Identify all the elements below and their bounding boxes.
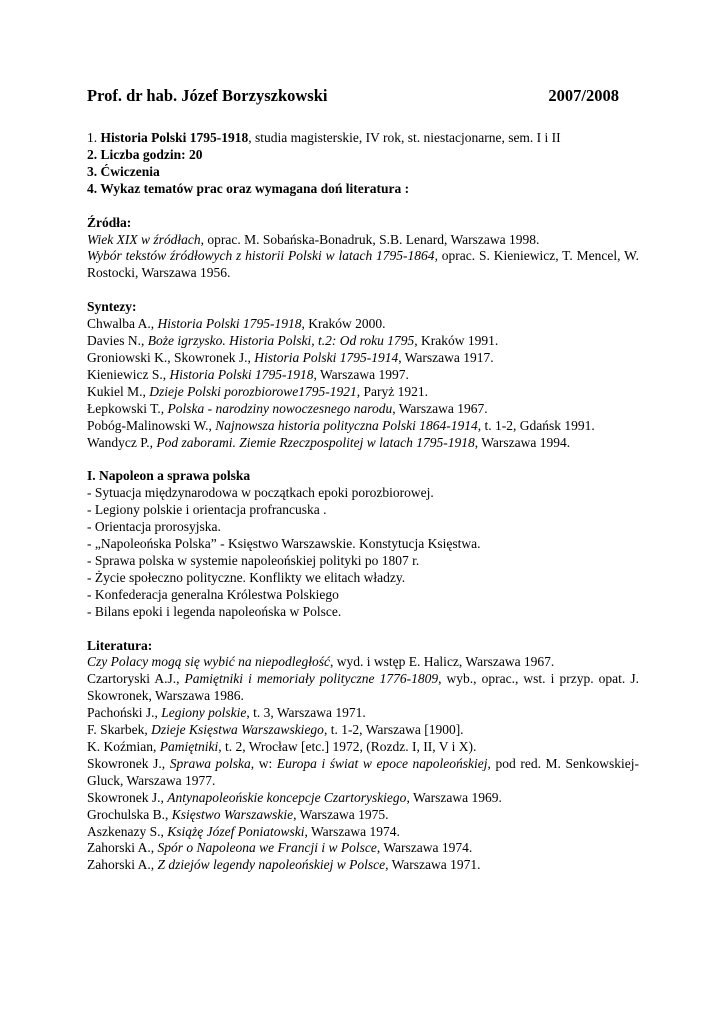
ref-author: Grochulska B., xyxy=(87,806,172,822)
document-page xyxy=(87,86,639,891)
topic-item: - Życie społeczno polityczne. Konflikty we elitach władzy. xyxy=(87,569,406,585)
ref-title: Historia Polski 1795-1918 xyxy=(157,316,302,332)
literature-item xyxy=(87,705,639,722)
topic-item: - Bilans epoki i legenda napoleońska w Polsce. xyxy=(87,603,342,619)
syntheses-list xyxy=(87,316,639,451)
source-details: , oprac. M. Sobańska-Bonadruk, S.B. Lenard, Warszawa 1998. xyxy=(200,231,540,247)
ref-details: , Warszawa 1967. xyxy=(392,400,488,416)
document-header xyxy=(87,86,639,106)
ref-title: Spór o Napoleona we Francji i w Polsce xyxy=(157,840,377,856)
ref-details: , Paryż 1921. xyxy=(356,383,428,399)
ref-title: Antynapoleońskie koncepcje Czartoryskiego xyxy=(167,789,407,805)
synthesis-item xyxy=(87,418,639,435)
ref-author: Zahorski A., xyxy=(87,857,158,873)
literature-item xyxy=(87,722,639,739)
literature-item xyxy=(87,857,639,874)
topic-item: - Legiony polskie i orientacja profrancuska . xyxy=(87,502,327,518)
synthesis-item xyxy=(87,350,639,367)
sources-heading: Źródła: xyxy=(87,214,132,230)
ref-details: , t. 1-2, Warszawa [1900]. xyxy=(323,722,464,738)
topic-item: - Sytuacja międzynarodowa w początkach epoki porozbiorowej. xyxy=(87,485,434,501)
ref-details: , Warszawa 1917. xyxy=(398,349,494,365)
ref-author: Groniowski K., Skowronek J., xyxy=(87,349,255,365)
ref-title: Pamiętniki i memoriały polityczne 1776-1809 xyxy=(184,671,439,687)
syntheses-heading: Syntezy: xyxy=(87,299,137,315)
ref-author: Łepkowski T., xyxy=(87,400,168,416)
course-topics-heading: 4. Wykaz tematów prac oraz wymagana doń literatura : xyxy=(87,180,410,196)
course-title: Historia Polski 1795-1918 xyxy=(100,130,249,145)
literature-item xyxy=(87,840,639,857)
literature-section xyxy=(87,638,639,875)
ref-title-secondary: Europa i świat w epoce napoleońskiej xyxy=(276,755,488,771)
source-item xyxy=(87,248,639,282)
ref-details: , Warszawa 1994. xyxy=(474,434,571,450)
ref-author: Pobóg-Malinowski W., xyxy=(87,417,216,433)
ref-author: K. Koźmian, xyxy=(87,739,160,754)
literature-list xyxy=(87,654,639,874)
ref-title: Legiony polskie xyxy=(161,705,247,721)
ref-author: Kieniewicz S., xyxy=(87,366,170,382)
course-details: , studia magisterskie, IV rok, st. niestacjonarne, sem. I i II xyxy=(248,130,561,145)
literature-item xyxy=(87,654,639,671)
synthesis-item xyxy=(87,367,639,384)
course-number: 1. xyxy=(87,130,101,145)
source-details: , oprac. S. Kieniewicz, T. Mencel, W. Rostocki, Warszawa 1956. xyxy=(87,248,639,281)
literature-item xyxy=(87,756,639,790)
ref-title: Polska - narodziny nowoczesnego narodu xyxy=(167,400,393,416)
ref-details: , Warszawa 1969. xyxy=(406,789,502,805)
ref-author: Skowronek J., xyxy=(87,755,170,771)
ref-details: , Kraków 2000. xyxy=(301,316,386,332)
ref-author: Czartoryski A.J., xyxy=(87,671,185,687)
sources-section xyxy=(87,215,639,283)
source-item xyxy=(87,232,639,249)
ref-title: Sprawa polska xyxy=(169,755,251,771)
literature-heading: Literatura: xyxy=(87,637,153,653)
source-title: Wybór tekstów źródłowych z historii Polski w latach 1795-1864 xyxy=(87,248,435,264)
topic-section xyxy=(87,468,639,620)
ref-title: Czy Polacy mogą się wybić na niepodległość xyxy=(87,654,330,670)
ref-author: F. Skarbek, xyxy=(87,722,152,738)
course-type: 3. Ćwiczenia xyxy=(87,163,160,179)
topic-item: - Orientacja prorosyjska. xyxy=(87,519,221,535)
ref-title: Historia Polski 1795-1918 xyxy=(169,366,314,382)
literature-item xyxy=(87,671,639,705)
ref-details: , pod red. M. Senkowskiej-Gluck, Warszawa 1977. xyxy=(87,755,640,788)
ref-details: , Warszawa 1974. xyxy=(304,823,400,839)
ref-title: Historia Polski 1795-1914 xyxy=(254,349,399,365)
course-hours: 2. Liczba godzin: 20 xyxy=(87,146,203,162)
ref-title: Dzieje Księstwa Warszawskiego xyxy=(151,722,324,738)
ref-details: , t. 3, Warszawa 1971. xyxy=(246,705,366,721)
topic-list xyxy=(87,485,639,620)
ref-details: , wyd. i wstęp E. Halicz, Warszawa 1967. xyxy=(329,654,555,670)
ref-author: Pachoński J., xyxy=(87,705,162,721)
ref-title: Pod zaborami. Ziemie Rzeczpospolitej w latach 1795-1918 xyxy=(156,434,475,450)
topic-heading: I. Napoleon a sprawa polska xyxy=(87,468,251,484)
synthesis-item xyxy=(87,316,639,333)
ref-details: , Warszawa 1974. xyxy=(376,840,473,856)
ref-author: Skowronek J., xyxy=(87,789,168,805)
ref-details: , Warszawa 1971. xyxy=(385,857,481,873)
literature-item xyxy=(87,824,639,841)
literature-item xyxy=(87,739,639,756)
ref-author: Aszkenazy S., xyxy=(87,823,168,839)
synthesis-item xyxy=(87,384,639,401)
ref-title: Pamiętniki xyxy=(159,739,219,754)
ref-details: , t. 2, Wrocław [etc.] 1972, (Rozdz. I, II, V i X). xyxy=(218,739,477,754)
topic-item: - „Napoleońska Polska” - Księstwo Warszawskie. Konstytucja Księstwa. xyxy=(87,536,481,552)
synthesis-item xyxy=(87,333,639,350)
topic-item: - Konfederacja generalna Królestwa Polskiego xyxy=(87,586,339,602)
author-name: Prof. dr hab. Józef Borzyszkowski xyxy=(87,86,328,105)
source-title: Wiek XIX w źródłach xyxy=(87,231,201,247)
ref-details: , Kraków 1991. xyxy=(414,333,499,349)
ref-author: Zahorski A., xyxy=(87,840,158,856)
ref-author: Davies N., xyxy=(87,333,148,349)
ref-connector: , w: xyxy=(250,755,277,771)
course-info xyxy=(87,130,639,198)
ref-details: , Warszawa 1975. xyxy=(293,806,389,822)
ref-title: Dzieje Polski porozbiorowe1795-1921 xyxy=(149,383,357,399)
ref-title: Najnowsza historia polityczna Polski 1864-1914 xyxy=(215,417,478,433)
ref-author: Kukiel M., xyxy=(87,383,150,399)
ref-title: Książę Józef Poniatowski xyxy=(167,823,305,839)
syntheses-section xyxy=(87,299,639,451)
synthesis-item xyxy=(87,435,639,452)
topic-item: - Sprawa polska w systemie napoleońskiej polityki po 1807 r. xyxy=(87,552,420,568)
ref-title: Z dziejów legendy napoleońskiej w Polsce xyxy=(157,857,386,873)
ref-details: , wyb., oprac., wst. i przyp. opat. J. Skowronek, Warszawa 1986. xyxy=(87,671,640,704)
literature-item xyxy=(87,807,639,824)
ref-author: Chwalba A., xyxy=(87,316,158,332)
literature-item xyxy=(87,790,639,807)
course-line-1 xyxy=(87,130,639,147)
ref-author: Wandycz P., xyxy=(87,434,157,450)
ref-details: , t. 1-2, Gdańsk 1991. xyxy=(477,417,595,433)
ref-title: Księstwo Warszawskie xyxy=(171,806,294,822)
synthesis-item xyxy=(87,401,639,418)
academic-year: 2007/2008 xyxy=(548,86,619,105)
ref-title: Boże igrzysko. Historia Polski, t.2: Od roku 1795 xyxy=(147,333,415,349)
ref-details: , Warszawa 1997. xyxy=(313,366,409,382)
